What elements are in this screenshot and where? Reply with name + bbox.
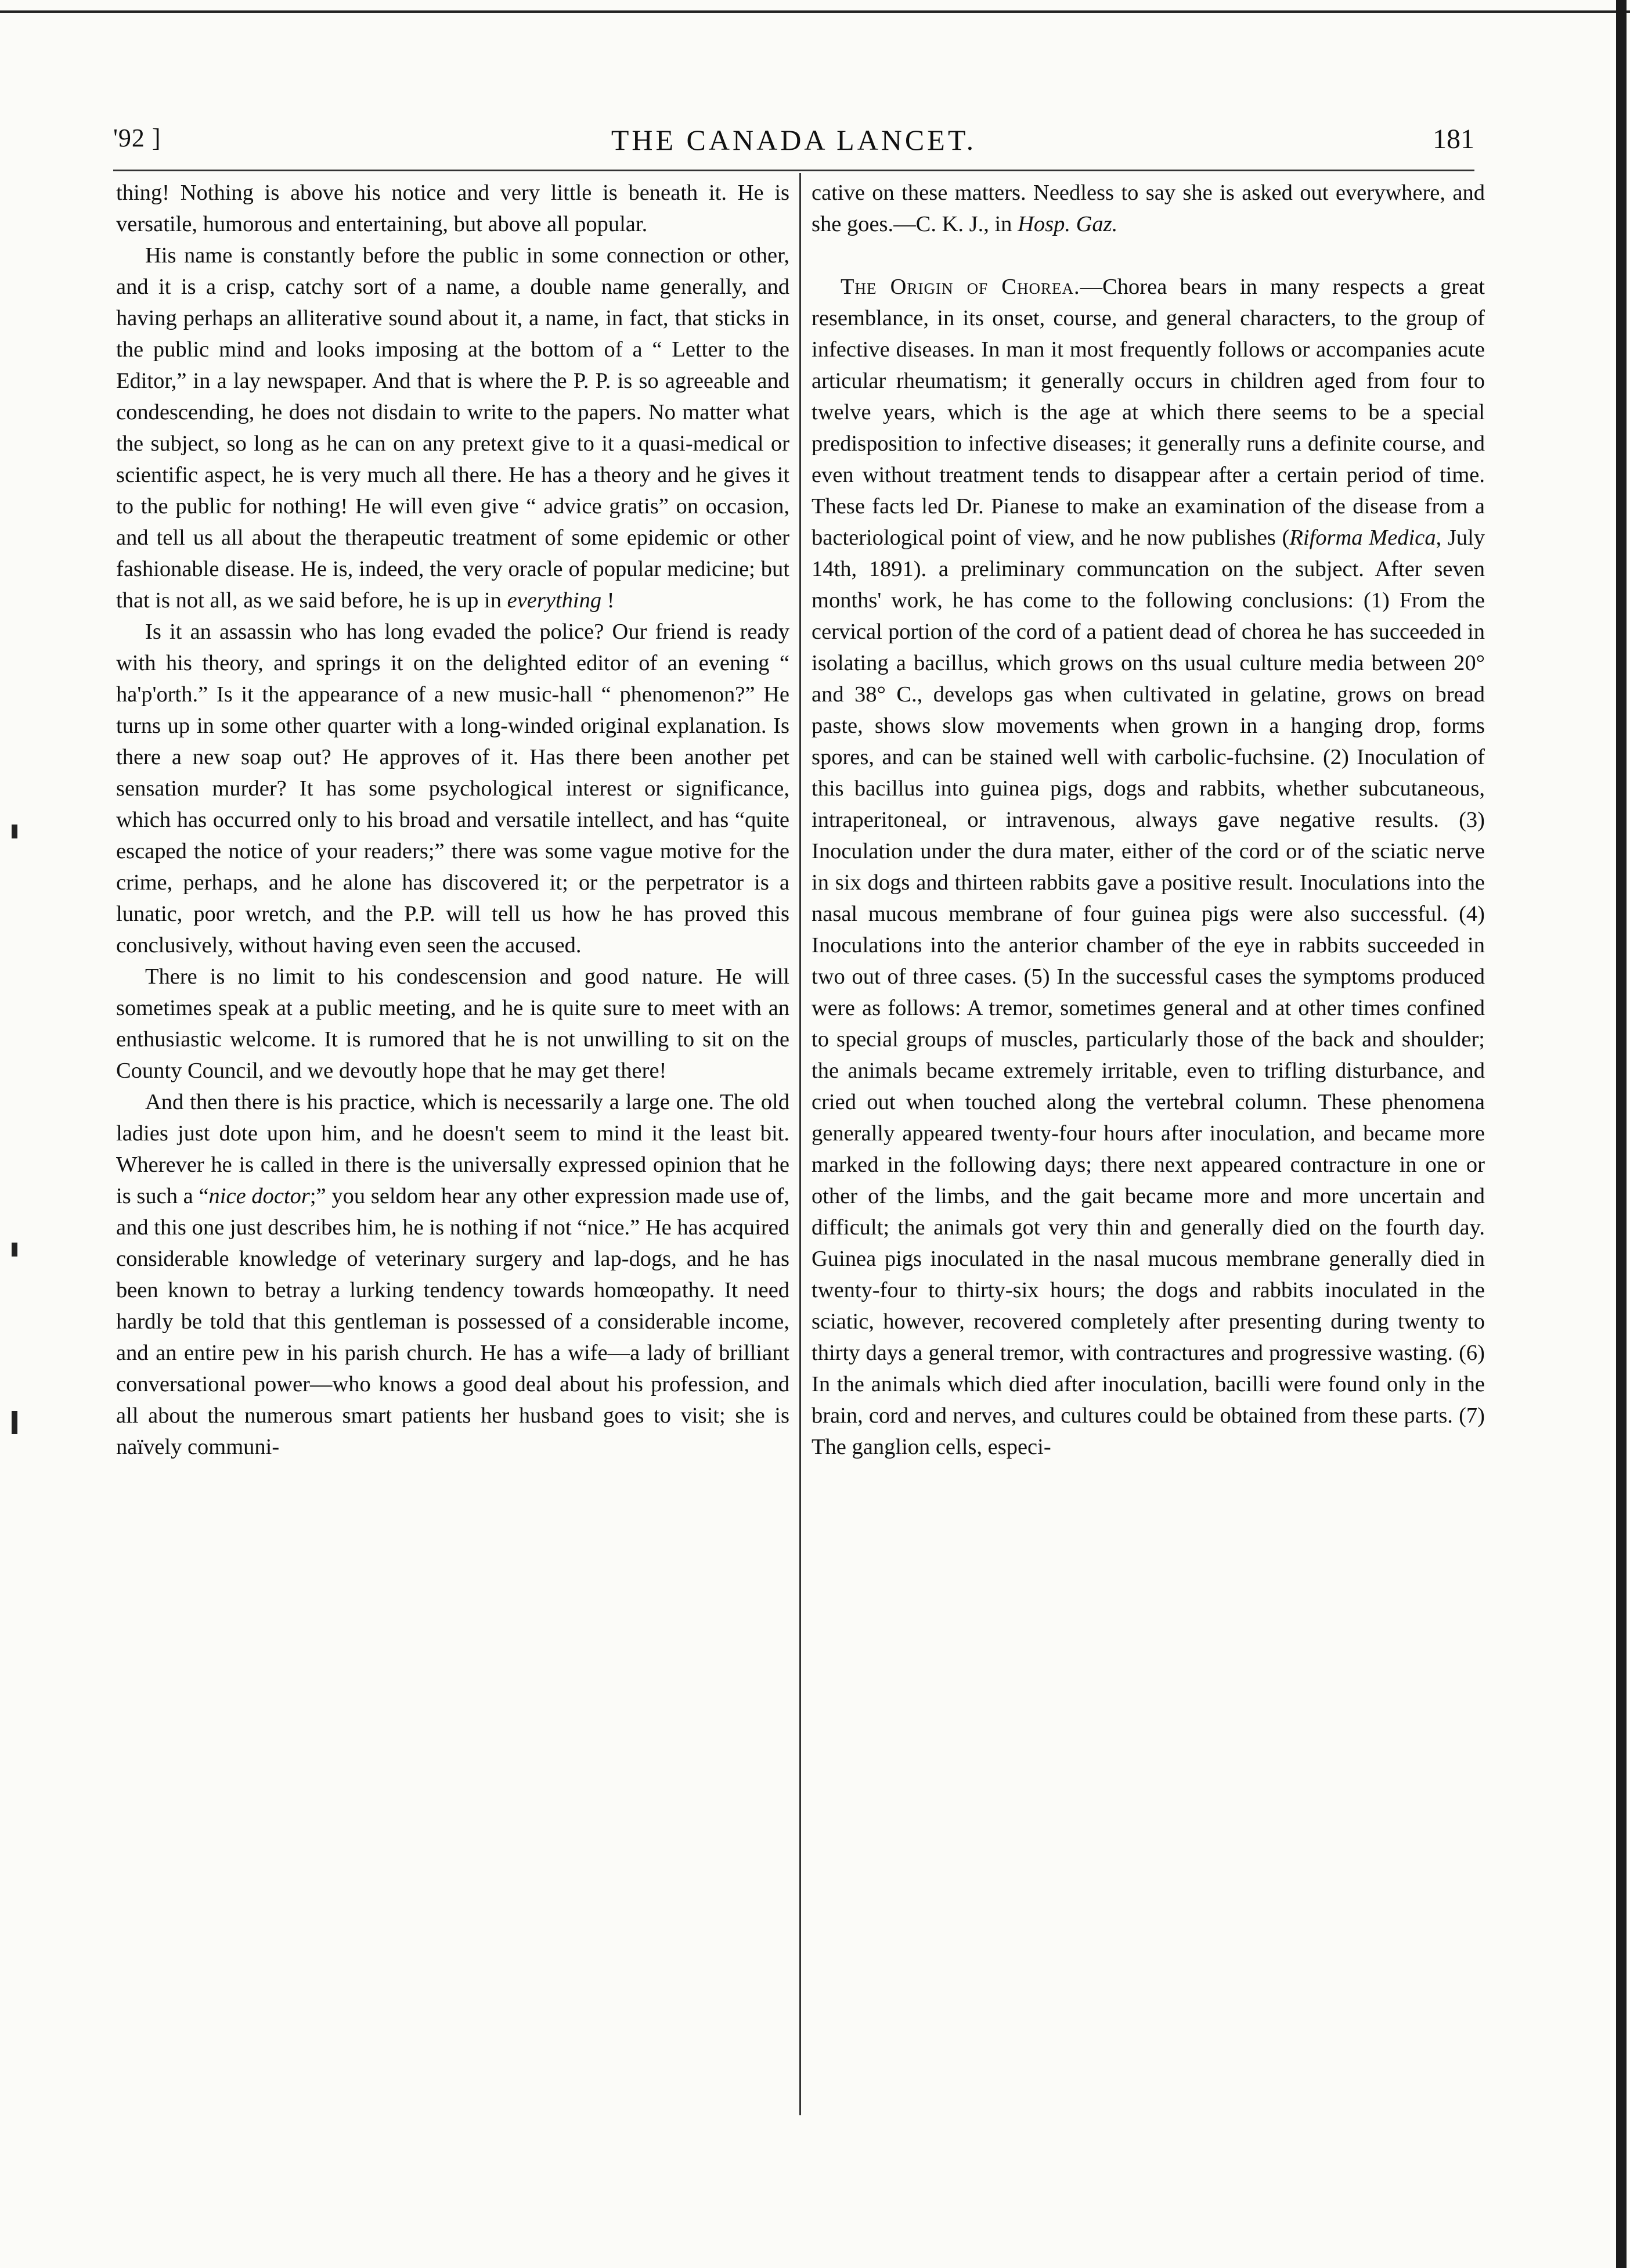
left-paragraph-1: [116, 177, 789, 240]
right-paragraph-2-text-b: , July 14th, 1891). a preliminary communcation on the subject. After seven months' work, he has come to the following conclusions: (1) From the cervical portion of the cord of a patient dead of chorea he has succeeded in isolating a bacillus, which grows on ths usual culture media between 20° and 38° C., develops gas when cultivated in gelatine, grows on bread paste, shows slow movements when grown in a hanging drop, forms spores, and can be stained well with carbolic-fuchsine. (2) Inoculation of this bacillus into guinea pigs, dogs and rabbits, whether subcutaneous, intraperitoneal, or intravenous, always gave negative results. (3) Inoculation under the dura mater, either of the cord or of the sciatic nerve in six dogs and thirteen rabbits gave a positive result. Inoculations into the nasal mucous membrane of four guinea pigs were also successful. (4) Inoculations into the anterior chamber of the eye in rabbits succeeded in two out of three cases. (5) In the successful cases the symptoms produced were as follows: A tremor, sometimes general and at other times confined to special groups of muscles, particularly those of the back and shoulder; the animals became extremely irritable, even to trifling disturbance, and cried out when touched along the vertebral column. These phenomena generally appeared twenty-four hours after inoculation, and became more marked in the following days; there next appeared contracture in one or other of the limbs, and the gait became more and more uncertain and difficult; the animals got very thin and generally died on the fourth day. Guinea pigs inoculated in the nasal mucous membrane generally died in twenty-four to thirty-six hours; the dogs and rabbits inoculated in the sciatic, however, recovered completely after presenting during twenty to thirty days a general tremor, with contractures and progressive wasting. (6) In the animals which died after inoculation, bacilli were found only in the brain, cord and nerves, and cultures could be obtained from these parts. (7) The ganglion cells, especi-: [812, 525, 1485, 1459]
margin-mark: [12, 1243, 17, 1257]
right-paragraph-1-text: cative on these matters. Needless to say she is asked out everywhere, and she goes.—C. K. J., in: [812, 181, 1485, 236]
left-paragraph-4-text: There is no limit to his condescension and good nature. He will sometimes speak at a public meeting, and he is quite sure to meet with an enthusiastic welcome. It is rumored that he is not unwilling to sit on the County Council, and we devoutly hope that he may get there!: [116, 964, 789, 1083]
left-paragraph-2-text: His name is constantly before the public in some connection or other, and it is a crisp, catchy sort of a name, a double name generally, and having perhaps an alliterative sound about it, a name, in fact, that sticks in the public mind and looks imposing at the bottom of a “ Letter to the Editor,” in a lay newspaper. And that is where the P. P. is so agreeable and condescending, he does not disdain to write to the papers. No matter what the subject, so long as he can on any pretext give to it a quasi-medical or scientific aspect, he is very much all there. He has a theory and he gives it to the public for nothing! He will even give “ advice gratis” on occasion, and tell us all about the therapeutic treatment of some epidemic or other fashionable disease. He is, indeed, the very oracle of popular medicine; but that is not all, as we said before, he is up in: [116, 243, 789, 613]
margin-mark: [12, 825, 17, 838]
left-paragraph-3: [116, 616, 789, 961]
top-edge-rule: [0, 10, 1630, 13]
column-divider: [799, 173, 801, 2115]
header-year: '92 ]: [113, 124, 161, 152]
left-paragraph-5-text-a: And then there is his practice, which is necessarily a large one. The old ladies just dote upon him, and he doesn't seem to mind it the least bit. Wherever he is called in there is the universally expressed opinion that he is such a “: [116, 1090, 789, 1208]
right-column: [812, 177, 1485, 2131]
page-header: [113, 123, 1474, 164]
left-paragraph-5: [116, 1086, 789, 1463]
left-paragraph-1-text: thing! Nothing is above his notice and very little is beneath it. He is versatile, humorous and entertaining, but above all popular.: [116, 181, 789, 236]
scan-edge: [1616, 0, 1627, 2268]
right-paragraph-2-text-a: —Chorea bears in many respects a great resemblance, in its onset, course, and general characters, to the group of infective diseases. In man it most frequently follows or accompanies acute articular rheumatism; it generally occurs in children aged from four to twelve years, which is the age at which there seems to be a special predisposition to infective diseases; it generally runs a definite course, and even without treatment tends to disappear after a certain period of time. These facts led Dr. Pianese to make an examination of the disease from a bacteriological point of view, and he now publishes (: [812, 275, 1485, 550]
journal-title: THE CANADA LANCET.: [611, 124, 977, 156]
article-heading: The Origin of Chorea.: [841, 275, 1080, 299]
page-number: 181: [1433, 124, 1474, 154]
right-paragraph-1-source: Hosp. Gaz.: [1018, 212, 1118, 236]
left-paragraph-2-end: !: [601, 588, 615, 613]
left-paragraph-5-text-b: ;” you seldom hear any other expression made use of, and this one just describes him, he is nothing if not “nice.” He has acquired considerable knowledge of veterinary surgery and lap-dogs, and he has been known to betray a lurking tendency towards homœopathy. It need hardly be told that this gentleman is possessed of a considerable income, and an entire pew in his parish church. He has a wife—a lady of brilliant conversational power—who knows a good deal about his profession, and all about the numerous smart patients her husband goes to visit; she is naïvely communi-: [116, 1184, 789, 1459]
right-paragraph-2-citation: Riforma Medica: [1289, 525, 1436, 550]
right-paragraph-1: [812, 177, 1485, 240]
right-paragraph-2: [812, 271, 1485, 1463]
left-paragraph-3-text: Is it an assassin who has long evaded the police? Our friend is ready with his theory, and springs it on the delighted editor of an evening “ ha'p'orth.” Is it the appearance of a new music-hall “ phenomenon?” He turns up in some other quarter with a long-winded original explanation. Is there a new soap out? He approves of it. Has there been another pet sensation murder? It has some psychological interest or significance, which has occurred only to his broad and versatile intellect, and has “quite escaped the notice of your readers;” there was some vague motive for the crime, perhaps, and he alone has discovered it; or the perpetrator is a lunatic, poor wretch, and the P.P. will tell us how he has proved this conclusively, without having even seen the accused.: [116, 620, 789, 957]
margin-mark: [12, 1411, 17, 1434]
left-paragraph-4: [116, 961, 789, 1086]
left-paragraph-2: [116, 240, 789, 616]
left-column: [116, 177, 789, 2131]
header-rule: [113, 170, 1474, 171]
left-paragraph-5-emphasis: nice doctor: [208, 1184, 310, 1208]
left-paragraph-2-emphasis: everything: [507, 588, 602, 613]
